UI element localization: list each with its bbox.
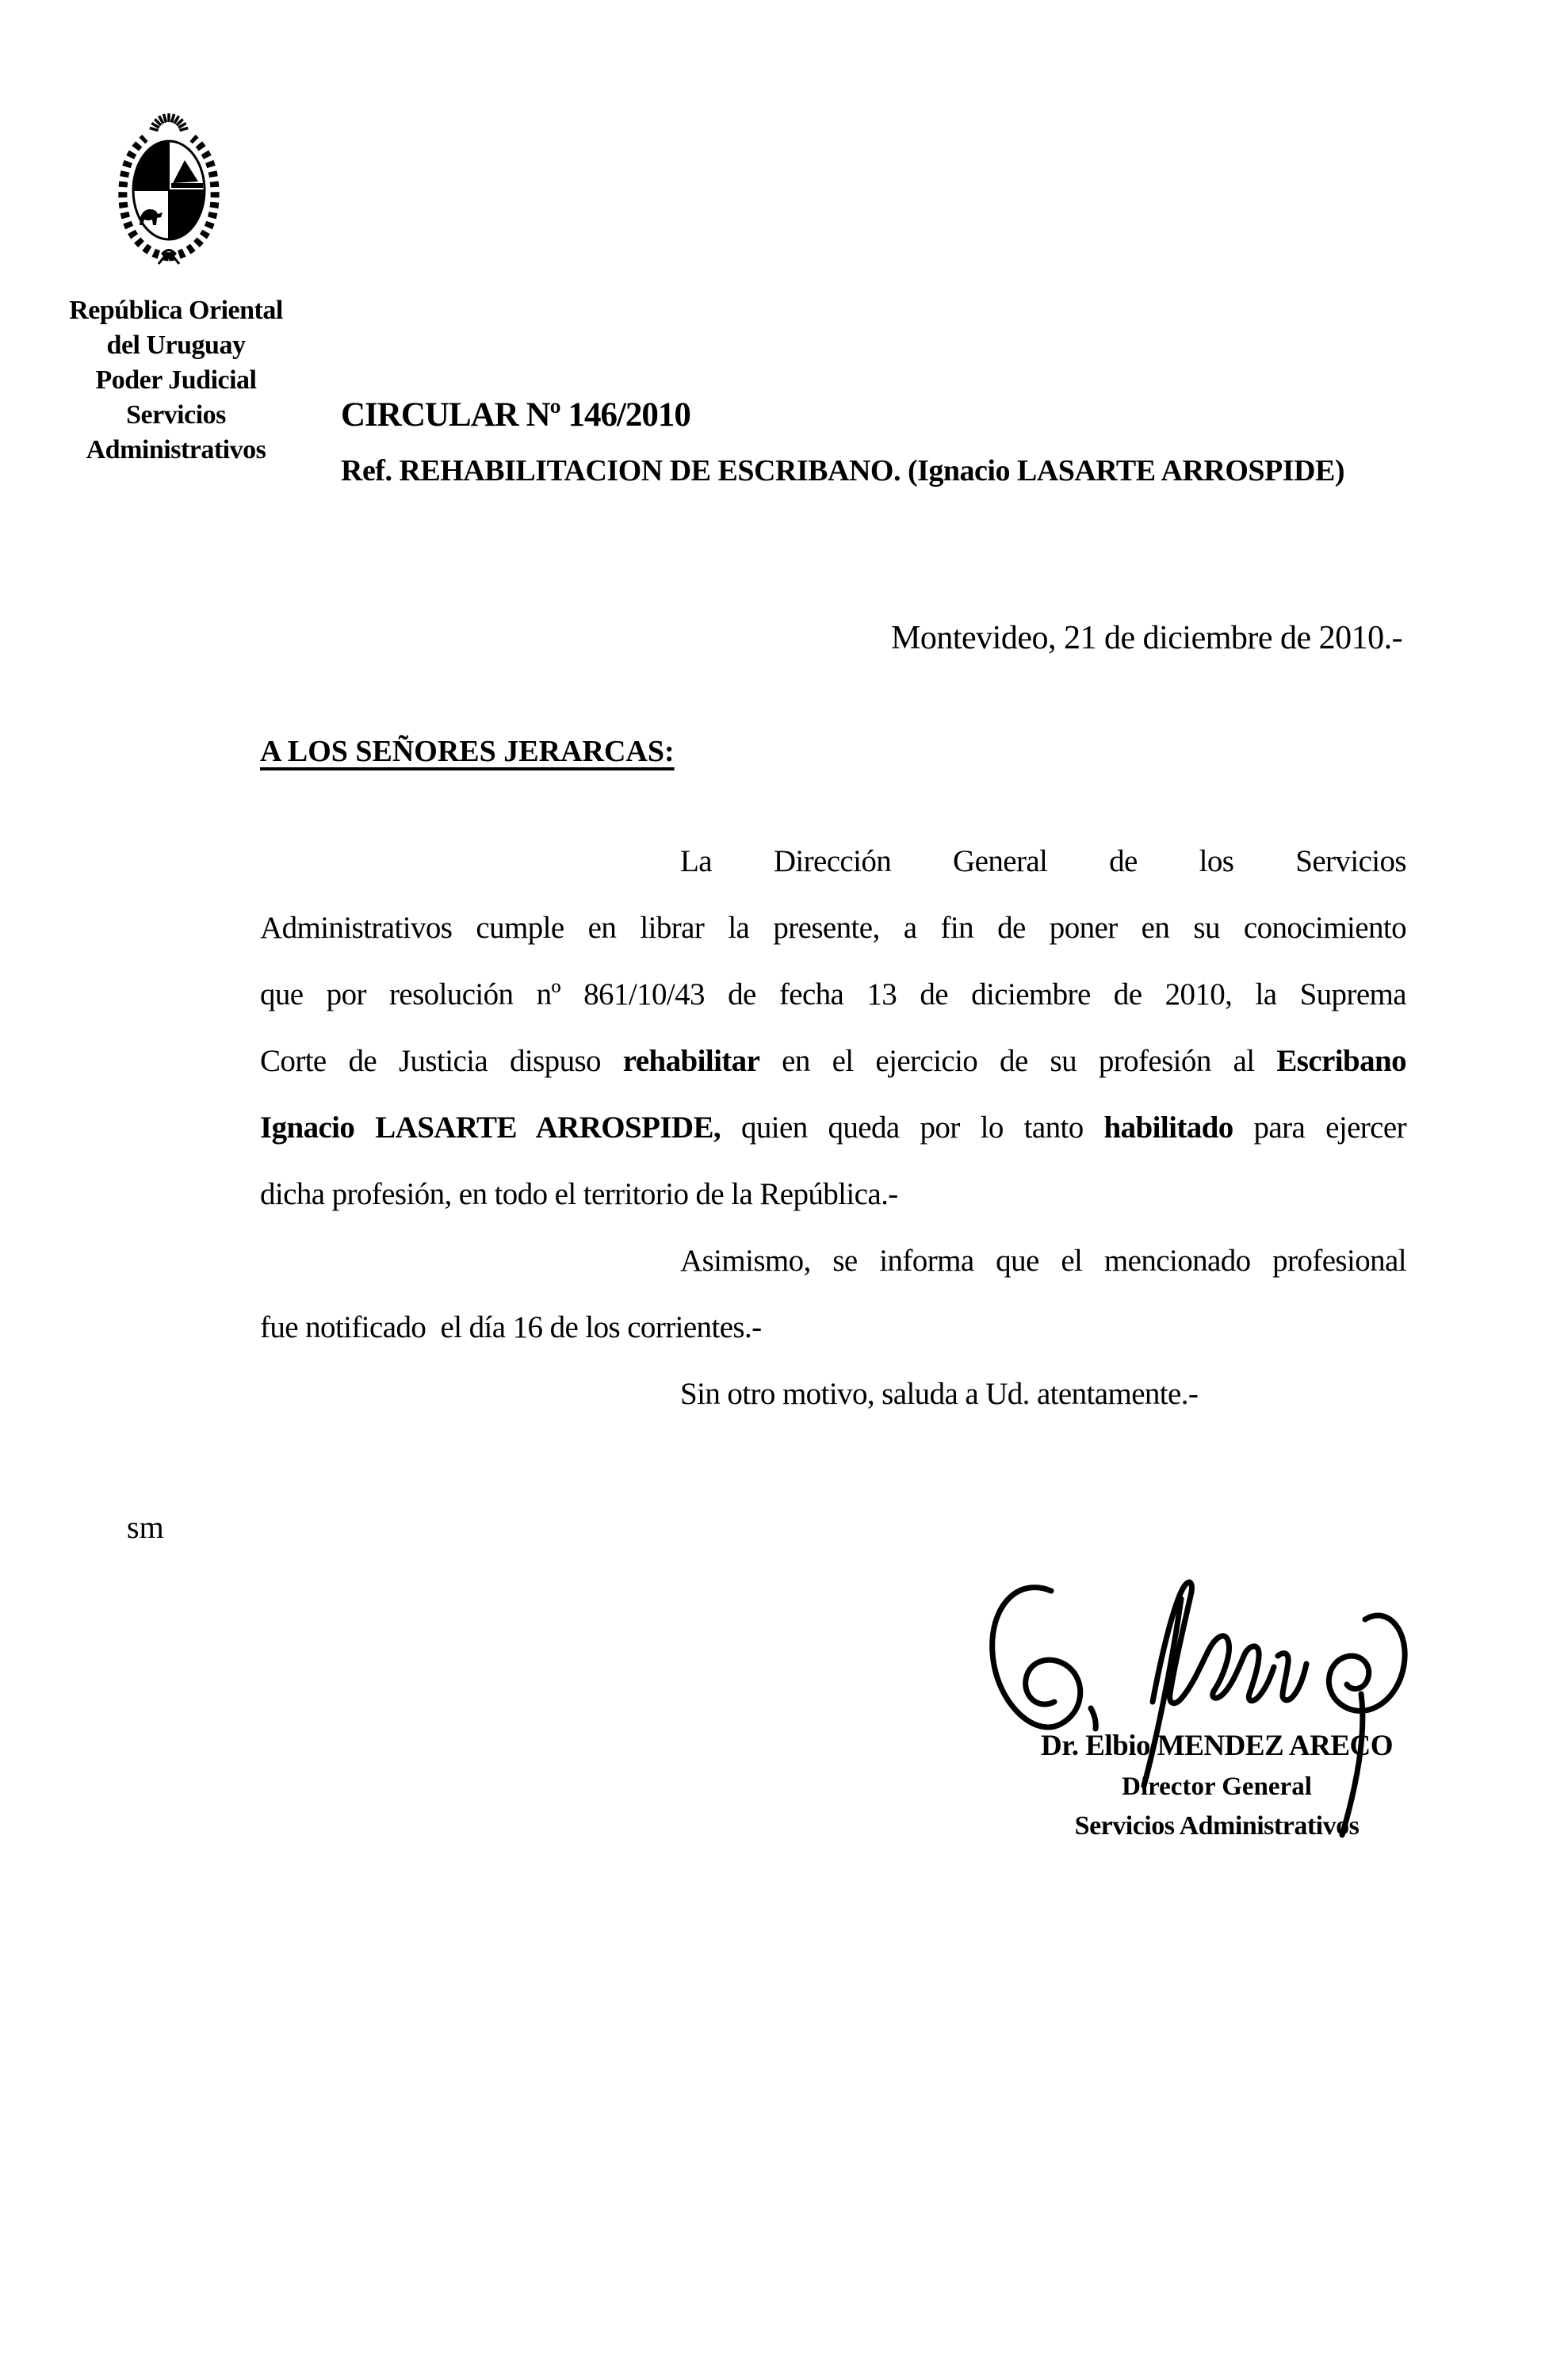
body-line xyxy=(260,1228,1406,1294)
salutation: A LOS SEÑORES JERARCAS: xyxy=(260,735,675,768)
letterhead-line-branch: Poder Judicial xyxy=(95,365,257,395)
uruguay-coat-of-arms-icon xyxy=(113,101,224,266)
body-segment: Corte de Justicia dispuso xyxy=(260,1044,623,1078)
body-text xyxy=(260,828,1406,1428)
body-segment: Sin otro motivo, saluda a Ud. atentamente.- xyxy=(680,1377,1199,1411)
letterhead-line-office-1: Servicios xyxy=(126,400,226,430)
body-segment: para ejercer xyxy=(1233,1111,1406,1145)
signatory-department: Servicios Administrativos xyxy=(1074,1811,1360,1841)
dateline: Montevideo, 21 de diciembre de 2010.- xyxy=(891,620,1403,656)
body-segment: habilitado xyxy=(1103,1111,1233,1145)
letterhead-line-office-2: Administrativos xyxy=(86,435,266,465)
body-line xyxy=(260,828,1406,895)
handwritten-signature-icon xyxy=(975,1573,1419,1859)
letterhead xyxy=(30,293,322,468)
body-segment: fue notificado el día 16 de los corrientes.- xyxy=(260,1310,762,1344)
signatory-name: Dr. Elbio MENDEZ ARECO xyxy=(1040,1730,1394,1762)
body-segment: que por resolución nº 861/10/43 de fecha 13 de diciembre de 2010, la Suprema xyxy=(260,977,1406,1011)
body-line xyxy=(260,1161,1406,1228)
body-segment: rehabilitar xyxy=(622,1044,760,1078)
body-segment: en el ejercicio de su profesión al xyxy=(759,1044,1277,1078)
body-segment: dicha profesión, en todo el territorio de la República.- xyxy=(260,1177,898,1211)
body-line xyxy=(260,895,1406,962)
signatory-title: Director General xyxy=(1122,1772,1312,1801)
body-segment: Escribano xyxy=(1276,1044,1406,1078)
body-segment: Asimismo, se informa que el mencionado profesional xyxy=(680,1244,1406,1278)
circular-number-line: CIRCULAR Nº 146/2010 xyxy=(341,396,690,434)
letterhead-line-country-1: República Oriental xyxy=(69,296,283,325)
typist-initials: sm xyxy=(127,1509,164,1545)
body-segment: Ignacio LASARTE ARROSPIDE, xyxy=(260,1111,721,1145)
body-line xyxy=(260,1095,1406,1161)
body-line xyxy=(260,1361,1406,1428)
body-segment: Administrativos cumple en librar la presente, a fin de poner en su conocimiento xyxy=(260,911,1406,945)
body-segment: La Dirección General de los Servicios xyxy=(680,844,1406,878)
sun-rays-icon xyxy=(150,113,188,130)
body-line xyxy=(260,962,1406,1028)
letterhead-line-country-2: del Uruguay xyxy=(106,331,246,360)
body-line xyxy=(260,1028,1406,1095)
body-segment: quien queda por lo tanto xyxy=(721,1111,1104,1145)
reference-line: Ref. REHABILITACION DE ESCRIBANO. (Ignacio LASARTE ARROSPIDE) xyxy=(341,454,1344,487)
body-line xyxy=(260,1294,1406,1361)
